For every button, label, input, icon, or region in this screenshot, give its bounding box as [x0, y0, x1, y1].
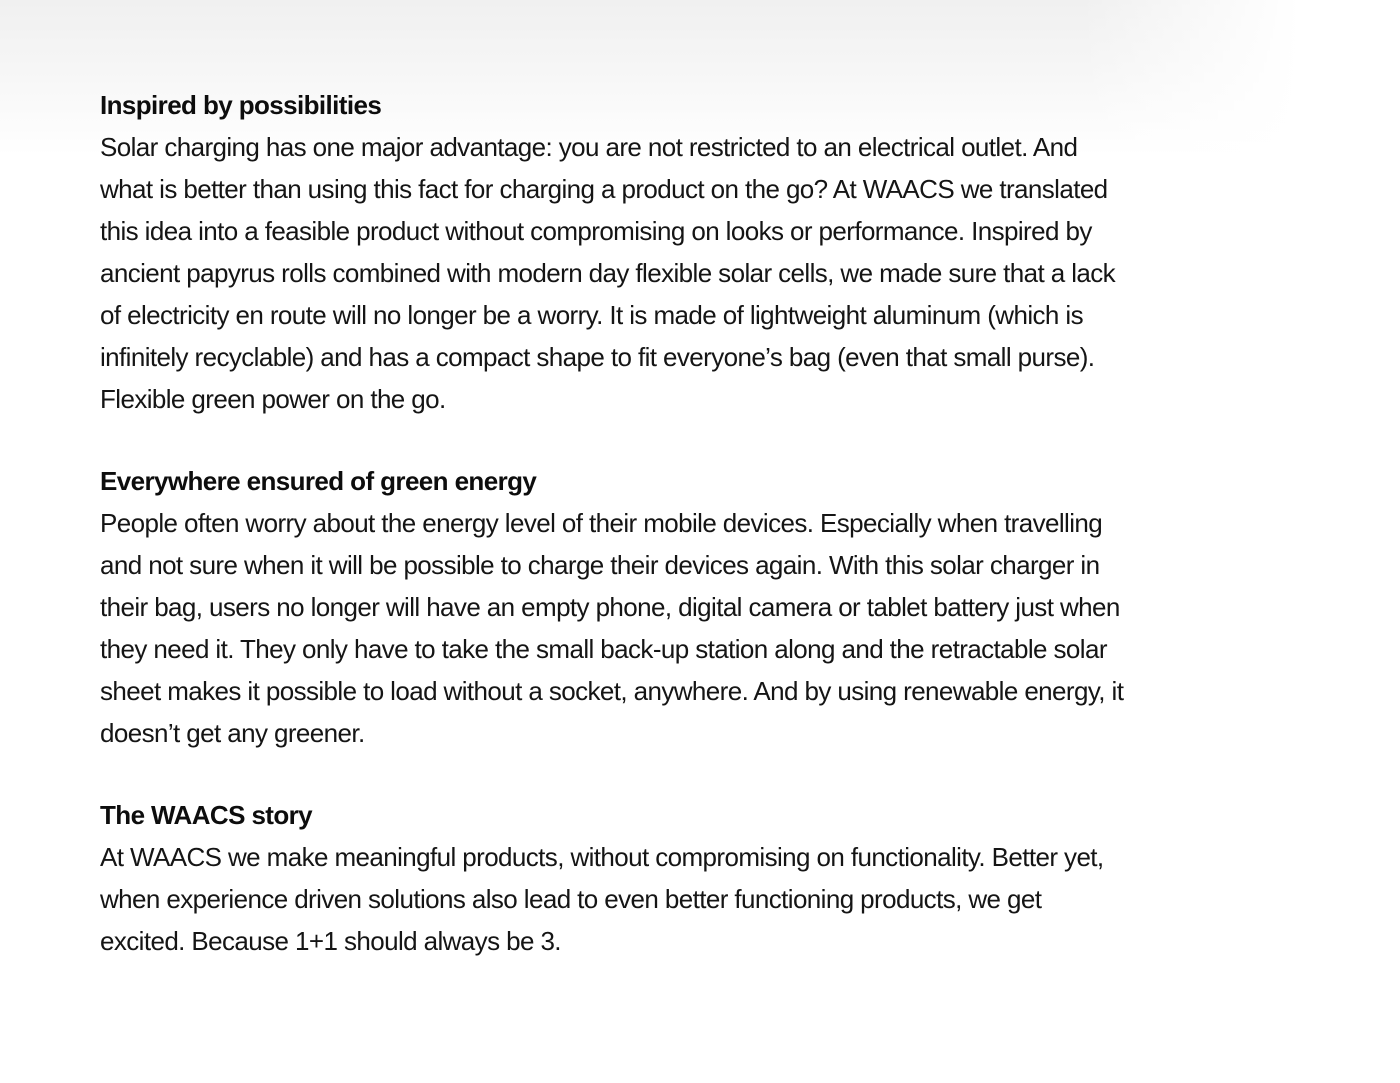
section-heading: Inspired by possibilities: [100, 90, 382, 120]
section-heading: The WAACS story: [100, 800, 313, 830]
section-paragraph: Solar charging has one major advantage: you are not restricted to an electrical outlet. And what is better than using this fact for charging a product on the go? At WAACS we translated this idea into a feasible product without compromising on looks or performance. Inspired by ancient papyrus rolls combined with modern day flexible solar cells, we made sure that a lack of electricity en route will no longer be a worry. It is made of lightweight aluminum (which is infinitely recyclable) and has a compact shape to fit everyone’s bag (even that small purse). Flexible green power on the go.: [100, 132, 1116, 414]
section-paragraph: At WAACS we make meaningful products, without compromising on functionality. Better yet, when experience driven solutions also lead to even better functioning products, we get excited. Because 1+1 should always be 3.: [100, 842, 1104, 956]
section-inspired-by-possibilities: [100, 84, 1300, 420]
article-content: [100, 84, 1300, 1002]
section-everywhere-green-energy: [100, 460, 1300, 754]
section-heading: Everywhere ensured of green energy: [100, 466, 537, 496]
section-waacs-story: [100, 794, 1300, 962]
section-paragraph: People often worry about the energy level of their mobile devices. Especially when travelling and not sure when it will be possible to charge their devices again. With this solar charger in their bag, users no longer will have an empty phone, digital camera or tablet battery just when they need it. They only have to take the small back-up station along and the retractable solar sheet makes it possible to load without a socket, anywhere. And by using renewable energy, it doesn’t get any greener.: [100, 508, 1124, 748]
